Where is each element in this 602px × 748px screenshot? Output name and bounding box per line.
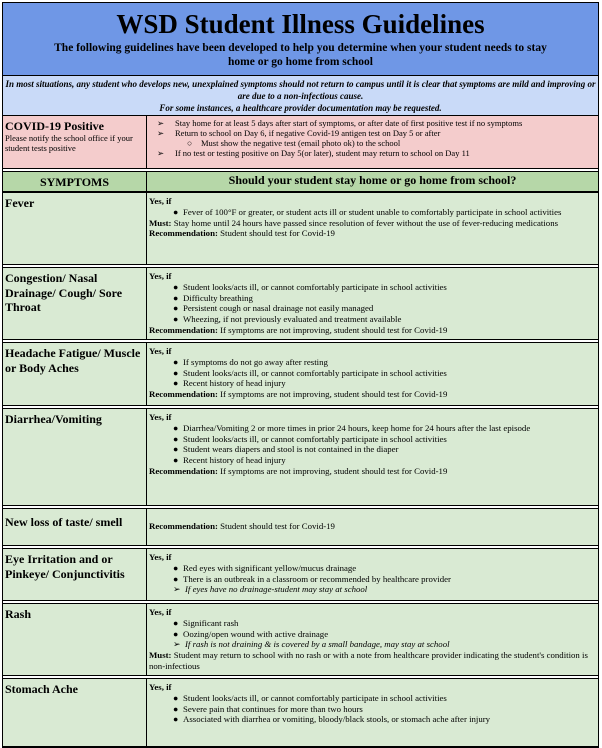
covid-subrule <box>157 138 594 148</box>
must-label: Must: <box>149 650 172 661</box>
list-item-text: Fever of 100°F or greater, or student acts ill or student unable to comfortably participate in school activities <box>183 206 562 217</box>
arrow-icon: ➢ <box>157 128 165 138</box>
recommendation-label: Recommendation: <box>149 521 218 531</box>
must-note <box>149 650 596 672</box>
bullet-icon: ● <box>173 303 179 314</box>
guidelines-page <box>2 2 599 748</box>
yes-if-label: Yes, if <box>149 412 172 422</box>
covid-rule-text: Return to school on Day 6, if negative Covid-19 antigen test on Day 5 or after <box>175 128 441 138</box>
list-item-text: Wheezing, if not previously evaluated and treatment available <box>183 314 402 325</box>
question-header: Should your student stay home or go home from school? <box>228 173 517 187</box>
list-item <box>149 574 596 585</box>
list-item-text: Student looks/acts ill, or cannot comfortably participate in school activities <box>183 281 447 292</box>
list-item-text: Recent history of head injury <box>183 455 286 466</box>
exception-note <box>149 584 596 595</box>
arrow-icon: ➢ <box>173 584 181 595</box>
must-label: Must: <box>149 217 172 228</box>
list-item-text: Diarrhea/Vomiting 2 or more times in prior 24 hours, keep home for 24 hours after the last episode <box>183 422 531 433</box>
list-item-text: Student wears diapers and stool is not contained in the diaper <box>183 444 399 455</box>
symptom-name: Eye Irritation and or Pinkeye/ Conjunctivitis <box>3 549 147 600</box>
table-row <box>3 343 598 406</box>
exception-note-text: If eyes have no drainage-student may stay at school <box>185 584 368 595</box>
yes-if-label: Yes, if <box>149 607 172 617</box>
list-item-text: Significant rash <box>183 617 239 628</box>
recommendation-text: If symptoms are not improving, student should test for Covid-19 <box>220 324 448 335</box>
list-item <box>149 303 596 314</box>
recommendation-label: Recommendation: <box>149 465 218 476</box>
list-item <box>149 293 596 304</box>
list-item-text: Severe pain that continues for more than two hours <box>183 703 363 714</box>
table-row <box>3 549 598 601</box>
list-item <box>149 563 596 574</box>
recommendation-label: Recommendation: <box>149 228 218 239</box>
list-item-text: Oozing/open wound with active drainage <box>183 628 329 639</box>
list-item <box>149 704 596 715</box>
symptom-guidance <box>147 268 598 339</box>
yes-if-label: Yes, if <box>149 271 172 281</box>
bullet-icon: ● <box>173 292 179 303</box>
covid-label-cell <box>3 116 147 168</box>
bullet-icon: ● <box>173 617 179 628</box>
table-row <box>3 268 598 340</box>
table-row <box>3 679 598 747</box>
list-item <box>149 714 596 725</box>
symptom-guidance <box>147 409 598 505</box>
recommendation <box>149 466 596 477</box>
list-item <box>149 357 596 368</box>
recommendation-text: If symptoms are not improving, student should test for Covid-19 <box>220 465 448 476</box>
covid-rule <box>157 148 594 158</box>
recommendation-text: Student should test for Covid-19 <box>220 521 335 531</box>
list-item <box>149 378 596 389</box>
covid-rule-text: If no test or testing positive on Day 5(or later), student may return to school on Day 11 <box>175 148 470 158</box>
symptom-rows <box>3 193 598 747</box>
recommendation <box>149 325 596 336</box>
bullet-icon: ● <box>173 314 179 325</box>
list-item-text: Persistent cough or nasal drainage not easily managed <box>183 303 374 314</box>
list-item <box>149 207 596 218</box>
bullet-icon: ● <box>173 433 179 444</box>
symptom-name: Rash <box>3 604 147 675</box>
page-title: WSD Student Illness Guidelines <box>116 9 485 39</box>
recommendation <box>149 228 596 239</box>
list-item-text: Associated with diarrhea or vomiting, bloody/black stools, or stomach ache after injury <box>183 714 491 725</box>
list-item-text: Recent history of head injury <box>183 378 286 389</box>
covid-rule <box>157 118 594 128</box>
list-item-text: Difficulty breathing <box>183 292 253 303</box>
exception-note <box>149 639 596 650</box>
yes-if-label: Yes, if <box>149 552 172 562</box>
symptom-name: Congestion/ Nasal Drainage/ Cough/ Sore Throat <box>3 268 147 339</box>
bullet-icon: ● <box>173 378 179 389</box>
covid-rule <box>157 128 594 138</box>
must-text: Student may return to school with no rash or with a note from healthcare provider indicating the student's condition is non-infectious <box>149 650 588 671</box>
yes-if-label: Yes, if <box>149 196 172 206</box>
recommendation-label: Recommendation: <box>149 324 218 335</box>
bullet-icon: ● <box>173 455 179 466</box>
list-item <box>149 629 596 640</box>
list-item-text: Student looks/acts ill, or cannot comfortably participate in school activities <box>183 433 447 444</box>
bullet-icon: ● <box>173 444 179 455</box>
recommendation <box>149 389 596 400</box>
header <box>3 3 598 76</box>
table-row <box>3 604 598 676</box>
list-item-text: Student looks/acts ill, or cannot comfortably participate in school activities <box>183 692 447 703</box>
symptom-name: Stomach Ache <box>3 679 147 746</box>
bullet-icon: ● <box>173 692 179 703</box>
list-item <box>149 455 596 466</box>
exception-note-text: If rash is not draining & is covered by a small bandage, may stay at school <box>185 639 450 650</box>
arrow-icon: ➢ <box>157 118 165 128</box>
bullet-icon: ● <box>173 367 179 378</box>
list-item-text: There is an outbreak in a classroom or recommended by healthcare provider <box>183 573 451 584</box>
list-item <box>149 618 596 629</box>
covid-rules <box>147 116 598 168</box>
list-item-text: Student looks/acts ill, or cannot comfortably participate in school activities <box>183 367 447 378</box>
bullet-icon: ● <box>173 562 179 573</box>
bullet-icon: ● <box>173 714 179 725</box>
recommendation-label: Recommendation: <box>149 389 218 400</box>
table-row <box>3 193 598 265</box>
bullet-icon: ● <box>173 206 179 217</box>
yes-if-label: Yes, if <box>149 346 172 356</box>
symptom-name: Headache Fatigue/ Muscle or Body Aches <box>3 343 147 405</box>
symptom-guidance <box>147 509 598 545</box>
symptom-name: New loss of taste/ smell <box>3 509 147 545</box>
recommendation-text: Student should test for Covid-19 <box>220 228 335 239</box>
covid-title: COVID-19 Positive <box>5 119 104 133</box>
list-item <box>149 423 596 434</box>
intro-line-2: For some instances, a healthcare provider documentation may be requested. <box>159 103 442 113</box>
list-item <box>149 368 596 379</box>
page-subtitle: The following guidelines have been developed to help you determine when your student needs to stay home or go home from school <box>54 42 547 68</box>
arrow-icon: ➢ <box>173 639 181 650</box>
bullet-icon: ● <box>173 422 179 433</box>
symptom-name: Diarrhea/Vomiting <box>3 409 147 505</box>
intro-line-1: In most situations, any student who develops new, unexplained symptoms should not return to campus until it is clear that symptoms are mild and improving or are due to a non-infectious cause. <box>5 79 596 101</box>
list-item-text: Red eyes with significant yellow/mucus drainage <box>183 562 357 573</box>
arrow-icon: ➢ <box>157 148 165 158</box>
circle-bullet-icon: ○ <box>187 138 193 148</box>
bullet-icon: ● <box>173 281 179 292</box>
bullet-icon: ● <box>173 628 179 639</box>
table-header <box>3 172 598 193</box>
list-item <box>149 434 596 445</box>
must-text: Stay home until 24 hours have passed since resolution of fever without the use of fever-reducing medications <box>173 217 559 228</box>
list-item <box>149 282 596 293</box>
bullet-icon: ● <box>173 703 179 714</box>
list-item-text: If symptoms do not go away after resting <box>183 356 328 367</box>
must-note <box>149 218 596 229</box>
symptoms-header: SYMPTOMS <box>3 172 147 191</box>
list-item <box>149 444 596 455</box>
symptom-guidance <box>147 343 598 405</box>
table-row <box>3 409 598 506</box>
symptom-guidance <box>147 549 598 600</box>
covid-rule-text: Stay home for at least 5 days after start of symptoms, or after date of first positive test if no symptoms <box>175 118 523 128</box>
table-row <box>3 509 598 546</box>
bullet-icon: ● <box>173 356 179 367</box>
symptom-guidance <box>147 679 598 746</box>
bullet-icon: ● <box>173 573 179 584</box>
list-item <box>149 314 596 325</box>
list-item <box>149 693 596 704</box>
recommendation <box>149 521 596 532</box>
recommendation-text: If symptoms are not improving, student should test for Covid-19 <box>220 389 448 400</box>
symptom-name: Fever <box>3 193 147 264</box>
covid-note: Please notify the school office if your student tests positive <box>5 133 133 153</box>
symptom-guidance <box>147 604 598 675</box>
yes-if-label: Yes, if <box>149 682 172 692</box>
symptom-guidance <box>147 193 598 264</box>
covid-subrule-text: Must show the negative test (email photo ok) to the school <box>201 138 401 148</box>
intro-banner <box>3 76 598 116</box>
covid-section <box>3 116 598 169</box>
